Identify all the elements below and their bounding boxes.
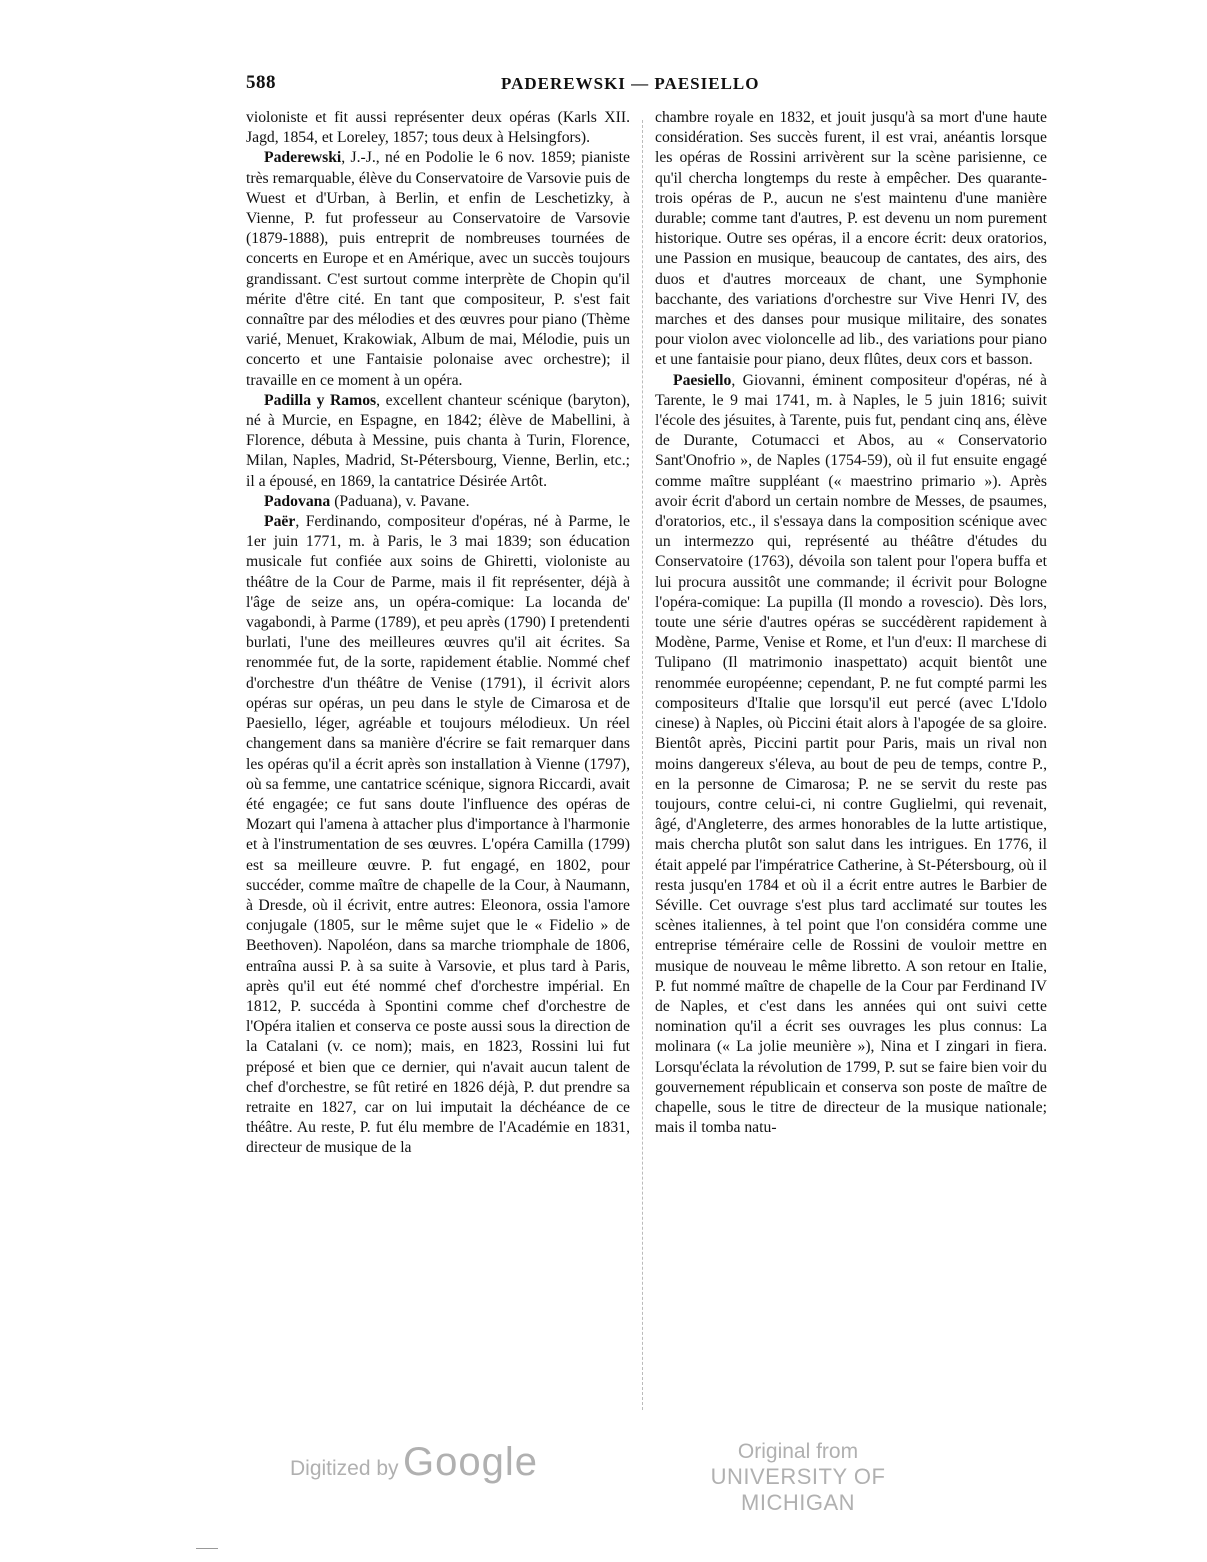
google-logo-text: Google [403, 1440, 538, 1484]
left-column [246, 108, 630, 1418]
scan-mark [196, 1548, 218, 1549]
paragraph-continuation: violoniste et fit aussi représenter deux opéras (Karls XII. Jagd, 1854, et Loreley, 1857; tous deux à Helsingfors). [246, 109, 630, 147]
page-header [246, 72, 1030, 98]
paragraph-continuation: chambre royale en 1832, et jouit jusqu'à sa mort d'une haute considération. Ses succès furent, il est vrai, anéantis lorsque les opéras de Rossini arrivèrent sur la scène parisienne, ce qu'il chercha longtemps du reste à empêcher. Des quarante-trois opéras de P., aucun ne s'est maintenu d'une manière durable; comme tant d'autres, P. est devenu un nom purement historique. Outre ses opéras, il a encore écrit: deux oratorios, une Passion en musique, beaucoup de cantates, des airs, des duos et d'autres morceaux de chant, une Symphonie bacchante, des variations d'orchestre sur Vive Henri IV, des marches et des danses pour musique militaire, des sonates pour violon avec violoncelle ad lib., des variations pour piano et une fantaisie pour piano, deux flûtes, deux cors et basson. [655, 109, 1047, 369]
headword-padovana: Padovana [264, 492, 331, 510]
headword-paesiello: Paesiello [673, 371, 732, 389]
entry-text: , excellent chanteur scénique (baryton), né à Murcie, en Espagne, en 1842; élève de Mabellini, à Florence, débuta à Messine, puis chanta à Turin, Florence, Milan, Naples, Madrid, St-Pétersbourg, Vienne, Berlin, etc.; il a épousé, en 1869, la cantatrice Désirée Artôt. [246, 391, 630, 490]
original-from-watermark [668, 1440, 928, 1516]
entry-padovana [246, 492, 630, 512]
entry-padilla [246, 391, 630, 492]
entry-text: (Paduana), v. Pavane. [330, 492, 470, 510]
headword-paderewski: Paderewski [264, 149, 342, 167]
headword-paer: Paër [264, 513, 296, 531]
digitized-by-watermark [290, 1440, 538, 1485]
entry-paesiello [655, 371, 1047, 1139]
entry-paer [246, 512, 630, 1159]
headword-padilla: Padilla y Ramos [264, 391, 377, 409]
university-text: UNIVERSITY OF MICHIGAN [710, 1464, 886, 1515]
original-from-text: Original from [737, 1440, 859, 1463]
running-title: PADEREWSKI — PAESIELLO [501, 74, 760, 93]
column-separator [642, 120, 643, 1410]
entry-text: , Giovanni, éminent compositeur d'opéras, né à Tarente, le 9 mai 1741, m. à Naples, le 5 juin 1816; suivit l'école des jésuites, à Tarente, puis fut, pendant cinq ans, élève de Durante, Cotumacci et Abos, au « Conservatorio Sant'Onofrio », de Naples (1754-59), où il fut ensuite engagé comme maître suppléant (« maestrino primario »). Après avoir écrit d'abord un certain nombre de Messes, de psaumes, d'oratorios, etc., il s'essaya dans la composition scénique avec un intermezzo qui, représenté au théâtre d'études du Conservatoire (1763), dévoila son talent pour l'opera buffa et lui procura aussitôt une commande; il écrivit pour Bologne l'opéra-comique: La pupilla (Il mondo a rovescio). Dès lors, toute une série d'autres opéras se succédèrent rapidement à Modène, Parme, Venise et Rome, et l'un d'eux: Il marchese di Tulipano (Il matrimonio inaspettato) acquit bientôt une renommée européenne; cependant, P. ne fut compté parmi les compositeurs d'Italie que lorsqu'il eut percé (avec L'Idolo cinese) à Naples, où Piccini était alors à l'apogée de sa gloire. Bientôt après, Piccini partit pour Paris, mais un rival non moins dangereux s'éleva, au bout de peu de temps, contre P., en la personne de Cimarosa; P. ne se servit du reste pas toujours, contre celui-ci, ni contre Guglielmi, qui revenait, âgé, d'Angleterre, des armes honorables de la lutte artistique, mais chercha plutôt son salut dans les intrigues. En 1776, il était appelé par l'impératrice Catherine, à St-Pétersbourg, où il resta jusqu'en 1784 et où il a écrit entre autres le Barbier de Séville. Cet ouvrage s'est plus tard acclimaté sur toutes les scènes italiennes, à tel point que l'on considéra comme une entreprise téméraire celle de Rossini de vouloir mettre en musique de nouveau le même libretto. A son retour en Italie, P. fut nommé maître de chapelle de la Cour par Ferdinand IV de Naples, et c'est dans les années qui ont suivi cette nomination qu'il a écrit ses ouvrages les plus connus: La molinara (« La jolie meunière »), Nina et I zingari in fiera. Lorsqu'éclata la révolution de 1799, P. sut se faire bien voir du gouvernement républicain et conserva son poste de maître de chapelle, sous le titre de directeur de la musique nationale; mais il tomba natu- [655, 371, 1047, 1137]
entry-text: , J.-J., né en Podolie le 6 nov. 1859; pianiste très remarquable, élève du Conservatoire de Varsovie puis de Wuest et d'Urban, à Berlin, et enfin de Leschetizky, à Vienne, P. fut professeur au Conservatoire de Varsovie (1879-1888), puis entreprit de nombreuses tournées de concerts en Europe et en Amérique, avec un succès toujours grandissant. C'est surtout comme interprète de Chopin qu'il mérite d'être cité. En tant que compositeur, P. s'est fait connaître par des mélodies et des œuvres pour piano (Thème varié, Menuet, Krakowiak, Album de mai, Mélodie, puis un concerto et une Fantaisie polonaise avec orchestre); il travaille en ce moment à un opéra. [246, 149, 630, 389]
digitized-by-text: Digitized by [290, 1457, 399, 1480]
page-number: 588 [246, 72, 276, 93]
entry-text: , Ferdinando, compositeur d'opéras, né à Parme, le 1er juin 1771, m. à Paris, le 3 mai 1839; son éducation musicale fut confiée aux soins de Ghiretti, violoniste au théâtre de la Cour de Parme, mais il fit représenter, déjà à l'âge de seize ans, un opéra-comique: La locanda de' vagabondi, à Parme (1789), et peu après (1790) I pretendenti burlati, l'une des meilleures œuvres qu'il ait écrites. Sa renommée fut, de la sorte, rapidement établie. Nommé chef d'orchestre d'un théâtre de Venise (1791), il écrivit alors opéras sur opéras, un peu dans le style de Cimarosa et de Paesiello, léger, agréable et toujours mélodieux. Un réel changement dans sa manière d'écrire se fait remarquer dans les opéras qu'il a écrit après son installation à Vienne (1797), où sa femme, une cantatrice scénique, signora Riccardi, avait été engagée; ce fut sans doute l'influence des opéras de Mozart qui l'amena à attacher plus d'importance à l'harmonie et à l'instrumentation de ses œuvres. L'opéra Camilla (1799) est sa meilleure œuvre. P. fut engagé, en 1802, pour succéder, comme maître de chapelle de la Cour, à Naumann, à Dresde, où il écrivit, entre autres: Eleonora, ossia l'amore conjugale (1805, sur le même sujet que le « Fidelio » de Beethoven). Napoléon, dans sa marche triomphale de 1806, entraîna aussi P. à sa suite à Varsovie, et plus tard à Paris, après qu'il eut été nommé chef d'orchestre impérial. En 1812, P. succéda à Spontini comme chef d'orchestre de l'Opéra italien et conserva ce poste aussi sous la direction de la Catalani (v. ce nom); mais, en 1823, Rossini lui fut préposé et bien que ce dernier, qui n'avait aucun talent de chef d'orchestre, se fût retiré en 1826 déjà, P. dut prendre sa retraite en 1827, car on lui imputait la déchéance de ce théâtre. Au reste, P. fut élu membre de l'Académie en 1831, directeur de musique de la [246, 513, 630, 1157]
right-column [655, 108, 1047, 1418]
entry-paderewski [246, 148, 630, 390]
